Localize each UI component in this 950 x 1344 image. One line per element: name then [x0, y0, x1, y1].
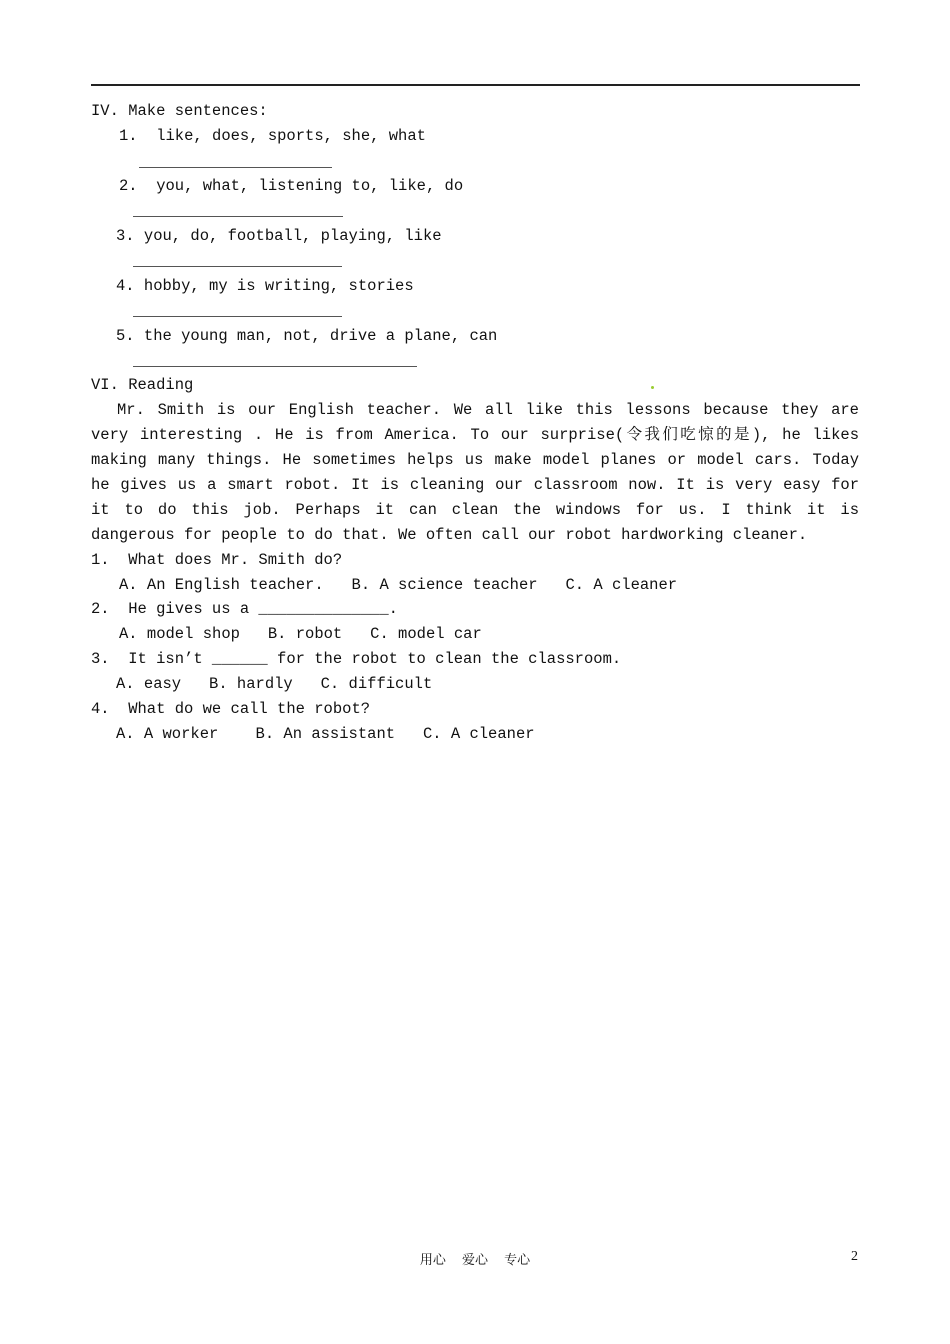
answer-blank-5[interactable] — [133, 366, 417, 367]
question-1-options: A. An English teacher. B. A science teacher C. A cleaner — [119, 576, 678, 594]
sentence-item-5: 5. the young man, not, drive a plane, can — [116, 327, 498, 345]
sentence-item-3: 3. you, do, football, playing, like — [116, 227, 442, 245]
page-number: 2 — [851, 1249, 858, 1264]
question-3: 3. It isn’t ______ for the robot to clean the classroom. — [91, 650, 622, 668]
answer-blank-4[interactable] — [133, 316, 342, 317]
header-rule — [91, 84, 860, 86]
answer-blank-3[interactable] — [133, 266, 342, 267]
sentence-item-2: 2. you, what, listening to, like, do — [119, 177, 464, 195]
question-1: 1. What does Mr. Smith do? — [91, 551, 343, 569]
question-2: 2. He gives us a ______________. — [91, 600, 398, 618]
sentence-item-4: 4. hobby, my is writing, stories — [116, 277, 414, 295]
speck-mark — [651, 386, 654, 389]
footer-motto: 用心 爱心 专心 — [419, 1253, 531, 1268]
answer-blank-2[interactable] — [133, 216, 343, 217]
question-3-options: A. easy B. hardly C. difficult — [116, 675, 433, 693]
question-4: 4. What do we call the robot? — [91, 700, 371, 718]
question-4-options: A. A worker B. An assistant C. A cleaner — [116, 725, 535, 743]
question-2-options: A. model shop B. robot C. model car — [119, 625, 482, 643]
answer-blank-1[interactable] — [139, 167, 332, 168]
section-4-heading: IV. Make sentences: — [91, 102, 268, 120]
reading-passage — [91, 398, 859, 548]
passage-text: Mr. Smith is our English teacher. We all like this lessons because they are very interesting . He is from America. To our surprise(令我们吃惊的是), he likes making many things. He sometimes helps us make model planes or model cars. Today he gives us a smart robot. It is cleaning our classroom now. It is very easy for it to do this job. Perhaps it can clean the windows for us. I think it is dangerous for people to do that. We often call our robot hardworking cleaner. — [91, 401, 859, 544]
section-6-heading: VI. Reading — [91, 376, 194, 394]
sentence-item-1: 1. like, does, sports, she, what — [119, 127, 426, 145]
